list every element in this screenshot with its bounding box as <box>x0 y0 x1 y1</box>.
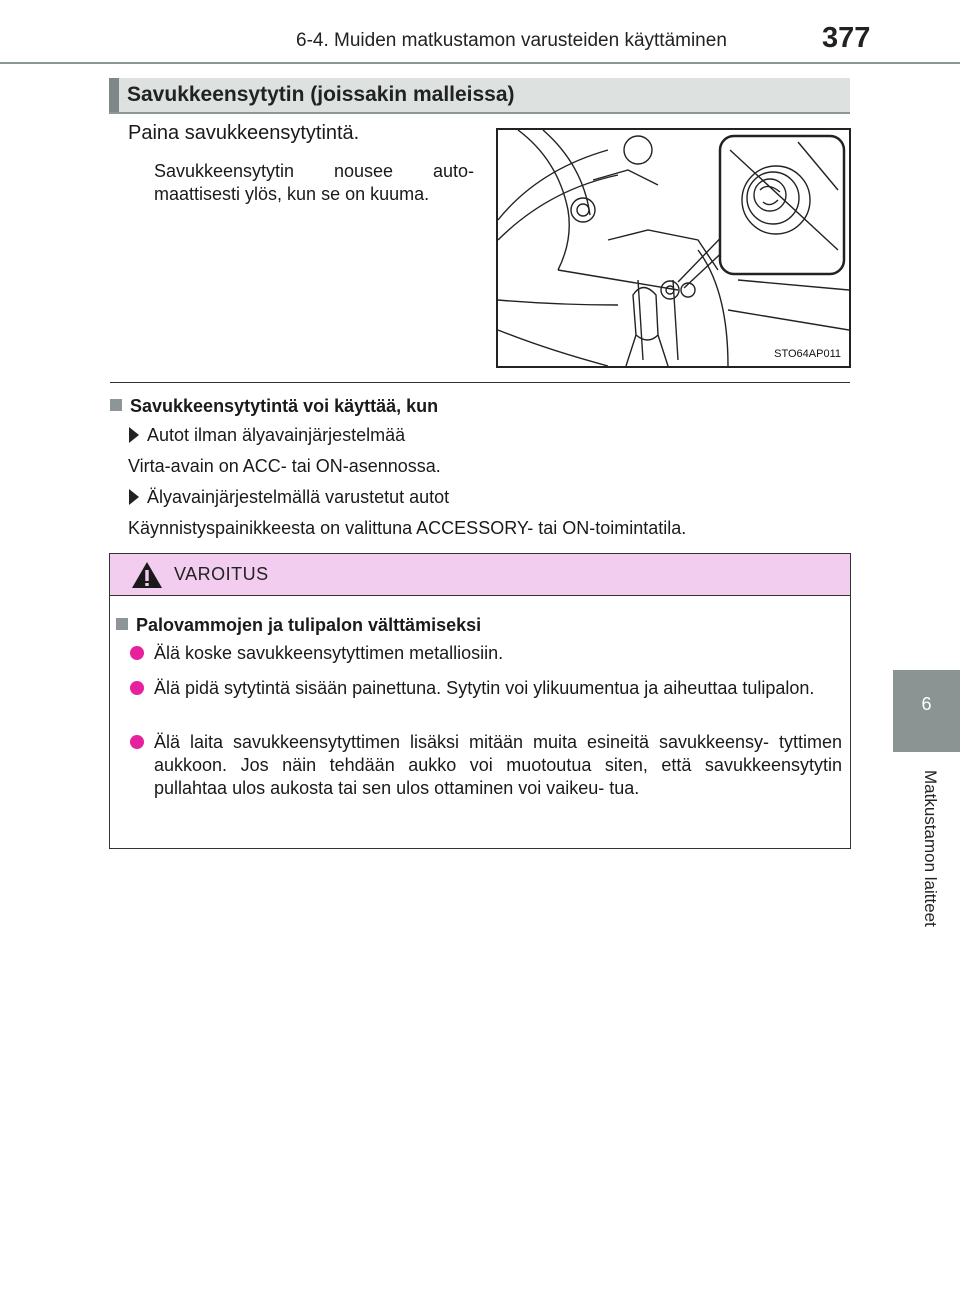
usage-heading <box>110 396 438 417</box>
usage-text-1: Virta-avain on ACC- tai ON-asennossa. <box>128 456 441 476</box>
warning-title: VAROITUS <box>174 564 269 584</box>
square-bullet-icon <box>110 399 122 411</box>
square-bullet-icon <box>116 618 128 630</box>
warning-item <box>130 731 842 800</box>
dashboard-drawing <box>498 130 849 366</box>
warning-subheading <box>116 615 481 636</box>
warning-item-text: Älä koske savukkeensytyttimen metalliosiin. <box>154 643 504 663</box>
usage-bullet-1-text: Autot ilman älyavainjärjestelmää <box>147 425 406 445</box>
warning-subheading-text: Palovammojen ja tulipalon välttämiseksi <box>136 615 482 635</box>
warning-item-text: Älä laita savukkeensytyttimen lisäksi mitään muita esineitä savukkeensy- tyttimen aukkoon. Jos näin tehdään aukko voi muotoutua siten, että savukkeensytytin pullahtaa ulos aukosta tai sen ulos ottaminen voi vaikeu- tua. <box>154 732 842 798</box>
section-title-bar <box>109 78 850 114</box>
step-note: Savukkeensytytin nousee auto- maattisesti ylös, kun se on kuuma. <box>154 161 474 204</box>
header-divider <box>0 62 960 64</box>
warning-header <box>110 554 850 596</box>
warning-item <box>130 642 842 665</box>
warning-item <box>130 677 842 700</box>
chapter-number: 6 <box>921 694 932 714</box>
warning-box <box>109 553 851 849</box>
warning-item-text: Älä pidä sytytintä sisään painettuna. Sytytin voi ylikuumentua ja aiheuttaa tulipalon. <box>154 678 815 698</box>
section-title-accent <box>109 78 119 112</box>
figure-code: STO64AP011 <box>774 348 841 360</box>
chapter-label: Matkustamon laitteet <box>921 770 940 927</box>
triangle-bullet-icon <box>129 427 139 443</box>
dot-bullet-icon <box>130 646 144 660</box>
dot-bullet-icon <box>130 681 144 695</box>
usage-bullet-1 <box>129 425 405 446</box>
lighter-illustration <box>496 128 851 368</box>
warning-triangle-icon <box>131 561 163 589</box>
page-number: 377 <box>822 22 871 54</box>
usage-text-2: Käynnistyspainikkeesta on valittuna ACCESSORY- tai ON-toimintatila. <box>128 518 687 538</box>
step-instruction: Paina savukkeensytytintä. <box>128 122 360 144</box>
usage-bullet-2 <box>129 487 449 508</box>
section-divider <box>110 382 850 383</box>
usage-bullet-2-text: Älyavainjärjestelmällä varustetut autot <box>147 487 450 507</box>
triangle-bullet-icon <box>129 489 139 505</box>
running-header: 6-4. Muiden matkustamon varusteiden käyttäminen <box>296 30 727 51</box>
usage-heading-text: Savukkeensytytintä voi käyttää, kun <box>130 396 439 416</box>
dot-bullet-icon <box>130 735 144 749</box>
section-title: Savukkeensytytin (joissakin malleissa) <box>127 83 515 106</box>
